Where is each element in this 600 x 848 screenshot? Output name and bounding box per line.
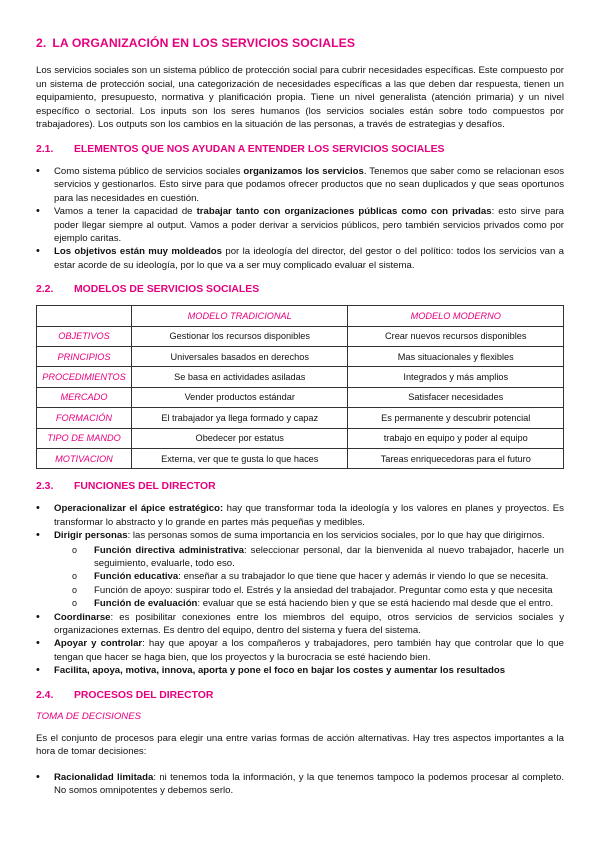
subsection-title: ELEMENTOS QUE NOS AYUDAN A ENTENDER LOS SERVICIOS SOCIALES xyxy=(74,143,445,155)
section-title-text: LA ORGANIZACIÓN EN LOS SERVICIOS SOCIALES xyxy=(52,36,356,50)
bold-run: Función de evaluación xyxy=(94,598,198,610)
list-item xyxy=(36,637,564,664)
text-run: Como sistema público de servicios sociales xyxy=(54,165,244,177)
list-item xyxy=(36,165,564,205)
text-run: : es posibilitar conexiones entre los miembros del equipo, otros servicios de servicios sociales y organizaciones externas. Es dentro del equipo, dentro del sistema y fuera del sistema. xyxy=(54,611,564,636)
subsection-title: PROCESOS DEL DIRECTOR xyxy=(74,689,214,701)
section-number: 2. xyxy=(36,36,47,50)
subsection-title: MODELOS DE SERVICIOS SOCIALES xyxy=(74,284,260,296)
table-header-row xyxy=(37,306,564,326)
section-title xyxy=(36,36,564,50)
elements-list xyxy=(36,165,564,272)
table-cell: Gestionar los recursos disponibles xyxy=(131,326,348,346)
table-cell: Obedecer por estatus xyxy=(131,428,348,448)
bold-run: Apoyar y controlar xyxy=(54,638,143,650)
table-cell: Integrados y más amplios xyxy=(348,367,564,387)
text-run: Vamos a tener la capacidad de xyxy=(54,206,197,218)
decisions-paragraph: Es el conjunto de procesos para elegir una entre varias formas de acción alternativas. Hay tres aspectos importantes a la hora de tomar decisiones: xyxy=(36,732,564,758)
sub-list xyxy=(54,544,564,611)
decisions-list xyxy=(36,771,564,798)
list-item xyxy=(36,245,564,272)
bold-run: Coordinarse xyxy=(54,611,111,623)
table-cell: Mas situacionales y flexibles xyxy=(348,347,564,367)
text-run: : ni tenemos toda la información, y la que tenemos tampoco la podemos procesar al completo. No somos omnipotentes y debemos serlo. xyxy=(54,771,564,797)
bold-run: trabajar tanto con organizaciones públicas como con privadas xyxy=(196,206,492,218)
row-header-cell: PROCEDIMIENTOS xyxy=(37,367,132,387)
text-run: : hay que apoyar a los compañeros y trabajadores, pero también hay que controlar que lo que tengan que hacer se haga bien, que los proyectos y la burocracia se esté haciendo bien. xyxy=(54,638,564,663)
table-row xyxy=(37,326,564,346)
table-cell: Tareas enriquecedoras para el futuro xyxy=(348,448,564,468)
list-item xyxy=(36,771,564,798)
subsection-2-3-heading xyxy=(36,481,564,492)
row-header-cell: FORMACIÓN xyxy=(37,408,132,428)
table-row xyxy=(37,387,564,407)
bold-run: organizamos los servicios xyxy=(243,165,364,177)
bold-run: Dirigir personas xyxy=(54,530,128,542)
table-cell: Satisfacer necesidades xyxy=(348,387,564,407)
list-item xyxy=(36,502,564,529)
table-row xyxy=(37,448,564,468)
subsection-title: FUNCIONES DEL DIRECTOR xyxy=(74,481,216,493)
text-run: : esto sirve para poder llegar siempre al output. Vamos a poder derivar a servicios públicos, pero también servicios privados como por ejemplo caritas. xyxy=(54,206,565,244)
subsection-number: 2.3. xyxy=(36,481,54,493)
topic-heading: TOMA DE DECISIONES xyxy=(36,710,142,722)
list-item xyxy=(36,529,564,610)
table-cell: Externa, ver que te gusta lo que haces xyxy=(131,448,348,468)
text-run: : las personas somos de suma importancia en los servicios sociales, por lo que hay que dirigirnos. xyxy=(127,530,545,542)
models-table xyxy=(36,305,564,469)
table-cell: Vender productos estándar xyxy=(131,387,348,407)
table-cell: Universales basados en derechos xyxy=(131,347,348,367)
row-header-cell: TIPO DE MANDO xyxy=(37,428,132,448)
table-header-cell: MODELO MODERNO xyxy=(348,306,564,326)
subsection-number: 2.2. xyxy=(36,284,54,296)
intro-paragraph: Los servicios sociales son un sistema público de protección social para cubrir necesidades específicas. Este compuesto por un sistema de protección social, una categorización de necesidades específicas a las que deben dar respuesta, tienen un equipamiento, presupuesto, normativa y planificación propia. Tiene un nivel generalista (atención primaria) y un nivel específico o sectorial. Los inputs son los seres humanos (los servicios sociales están sobre todo compuestos por trabajadores). Los outputs son los cambios en la situación de las personas, a través de estrategias y desafíos. xyxy=(36,65,564,131)
subsection-number: 2.1. xyxy=(36,143,54,155)
row-header-cell: PRINCIPIOS xyxy=(37,347,132,367)
list-item xyxy=(36,611,564,638)
bold-run: Operacionalizar el ápice estratégico: xyxy=(54,503,224,515)
table-cell: El trabajador ya llega formado y capaz xyxy=(131,408,348,428)
table-cell: Crear nuevos recursos disponibles xyxy=(348,326,564,346)
subsection-number: 2.4. xyxy=(36,689,54,701)
table-cell: trabajo en equipo y poder al equipo xyxy=(348,428,564,448)
table-row xyxy=(37,367,564,387)
sub-list-item xyxy=(54,544,564,571)
table-cell: Es permanente y descubrir potencial xyxy=(348,408,564,428)
text-run: : enseñar a su trabajador lo que tiene que hacer y además ir viendo lo que se necesita. xyxy=(178,571,549,583)
row-header-cell: OBJETIVOS xyxy=(37,326,132,346)
table-cell: Se basa en actividades asiladas xyxy=(131,367,348,387)
functions-list xyxy=(36,502,564,677)
text-run: hay que transformar toda la ideología y los valores en planes y proyectos. Es transformar lo abstracto y lo grande en partes más pequeñas y medibles. xyxy=(54,503,564,528)
sub-list-item xyxy=(54,584,564,597)
list-item xyxy=(36,664,564,677)
bold-run: Facilita, apoya, motiva, innova, aporta y pone el foco en bajar los costes y aumentar los resultados xyxy=(54,665,506,677)
row-header-cell: MOTIVACION xyxy=(37,448,132,468)
text-run: : evaluar que se está haciendo bien y que se está haciendo mal desde que el entro. xyxy=(197,598,554,610)
bold-run: Función educativa xyxy=(94,571,179,583)
sub-list-item xyxy=(54,570,564,583)
sub-list-item xyxy=(54,597,564,610)
table-row xyxy=(37,428,564,448)
bold-run: Función directiva administrativa xyxy=(94,544,244,556)
list-item xyxy=(36,205,564,245)
subsection-2-4-heading xyxy=(36,690,564,701)
table-header-cell: MODELO TRADICIONAL xyxy=(131,306,348,326)
subsection-2-2-heading xyxy=(36,284,564,295)
text-run: . Tenemos que saber como se relacionan esos servicios y gestionarlos. Esto sirve para que podamos ofrecer productos que no sean duplicados y que seas oportunos para las necesidades en cuestión. xyxy=(54,165,565,204)
text-run: Función de apoyo: suspirar todo el. Estrés y la ansiedad del trabajador. Preguntar como esta y que necesita xyxy=(94,584,553,596)
row-header-cell: MERCADO xyxy=(37,387,132,407)
subsection-2-1-heading xyxy=(36,144,564,155)
text-run: : seleccionar personal, dar la bienvenida al nuevo trabajador, hacerle un seguimiento, evaluarle, todo eso. xyxy=(94,544,564,569)
bold-run: Racionalidad limitada xyxy=(54,771,154,783)
table-header-cell xyxy=(37,306,132,326)
table-row xyxy=(37,408,564,428)
text-run: por la ideología del director, del gestor o del político: todos los servicios van a estar acorde de su ideología, por lo que va a ser muy complicado evaluar el sistema. xyxy=(54,246,564,271)
table-row xyxy=(37,347,564,367)
bold-run: Los objetivos están muy moldeados xyxy=(54,246,223,258)
